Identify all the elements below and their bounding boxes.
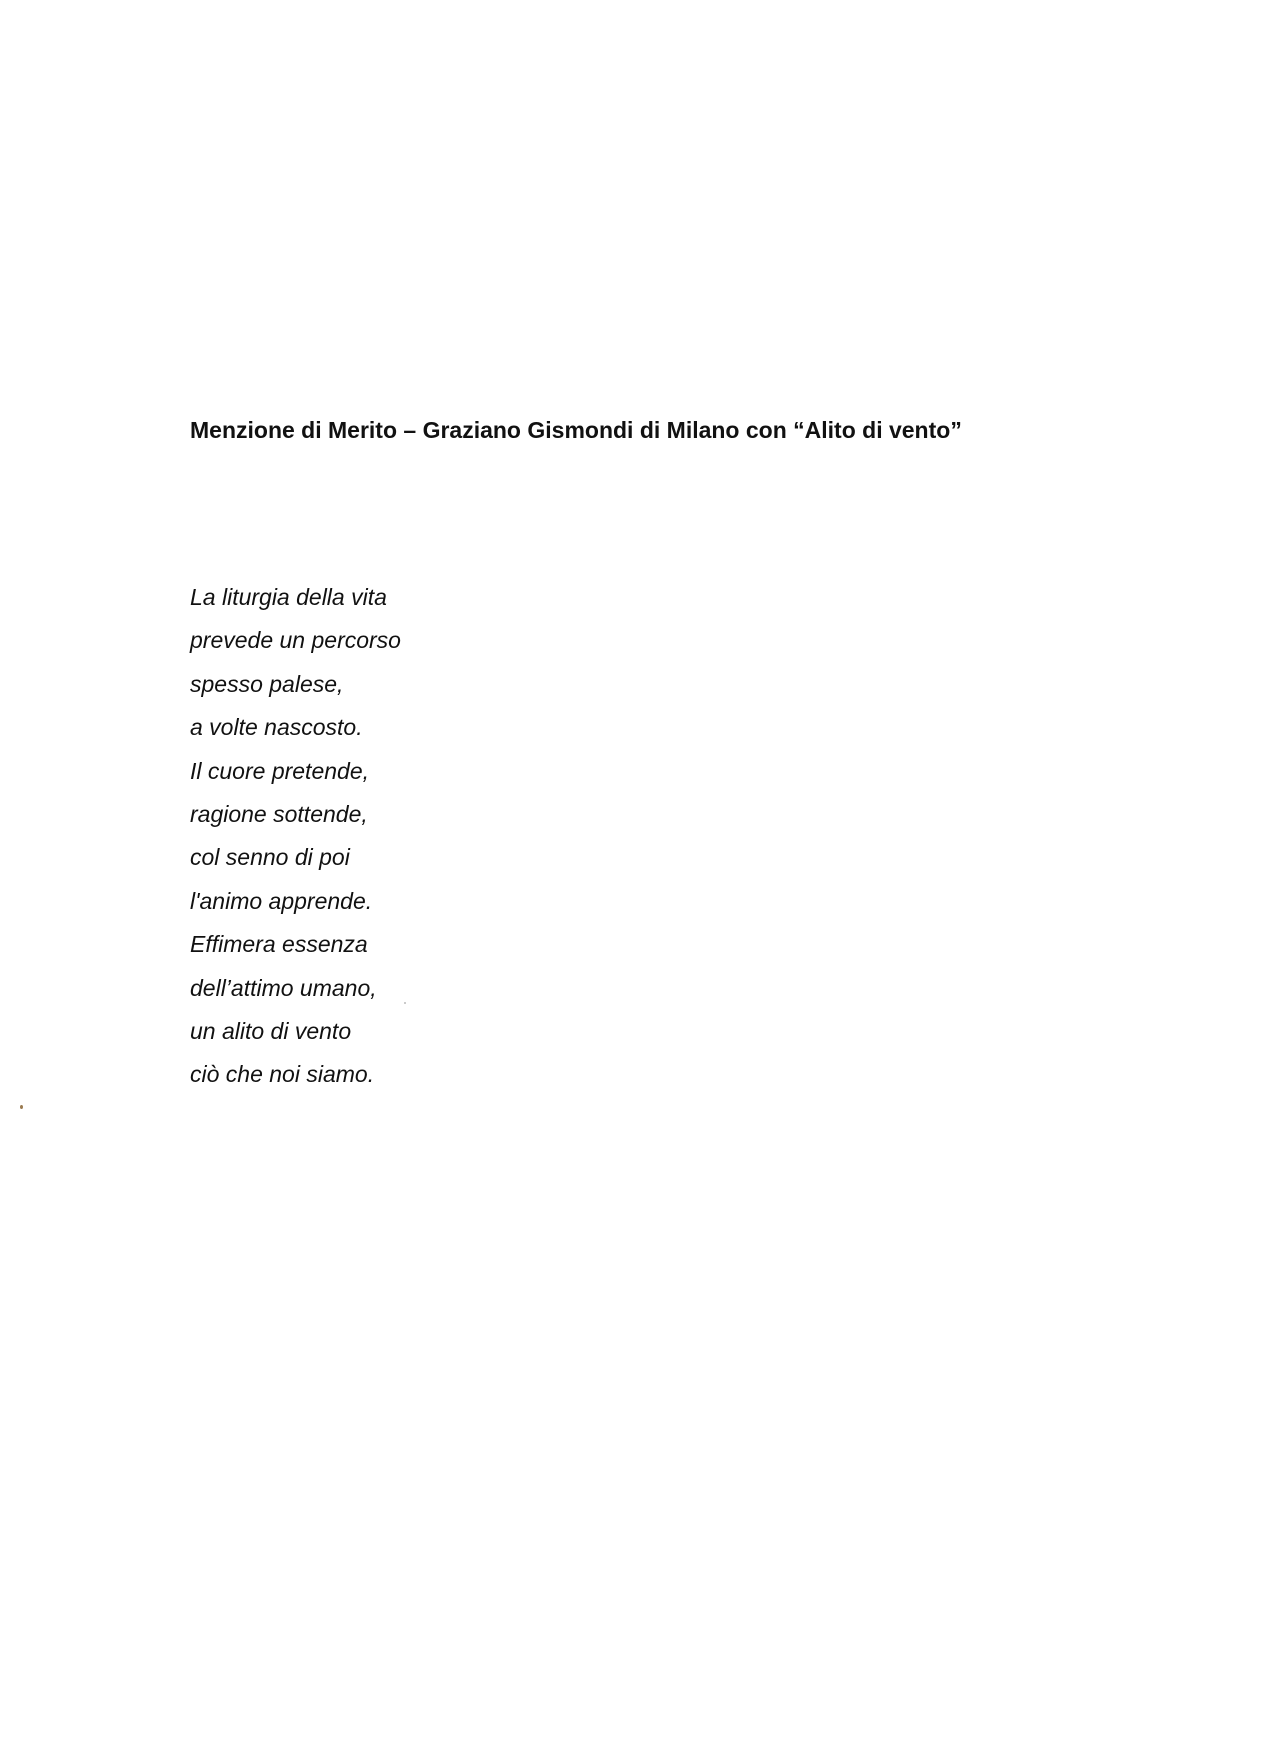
poem <box>190 576 401 1097</box>
poem-line: Il cuore pretende, <box>190 757 370 784</box>
poem-line: l'animo apprende. <box>190 887 373 914</box>
poem-line: ragione sottende, <box>190 800 368 827</box>
poem-line: spesso palese, <box>190 670 344 697</box>
scan-speck <box>20 1105 23 1109</box>
award-heading: Menzione di Merito – Graziano Gismondi di Milano con “Alito di vento” <box>190 417 962 443</box>
poem-line: La liturgia della vita <box>190 584 387 610</box>
poem-line: col senno di poi <box>190 844 350 871</box>
poem-line: a volte nascosto. <box>190 714 363 741</box>
poem-line: ciò che noi siamo. <box>190 1061 375 1088</box>
poem-line: Effimera essenza <box>190 931 368 958</box>
poem-line: un alito di vento <box>190 1017 352 1044</box>
poem-line: dell’attimo umano, <box>190 974 377 1001</box>
scan-speck <box>404 1002 406 1004</box>
poem-line: prevede un percorso <box>190 627 401 654</box>
